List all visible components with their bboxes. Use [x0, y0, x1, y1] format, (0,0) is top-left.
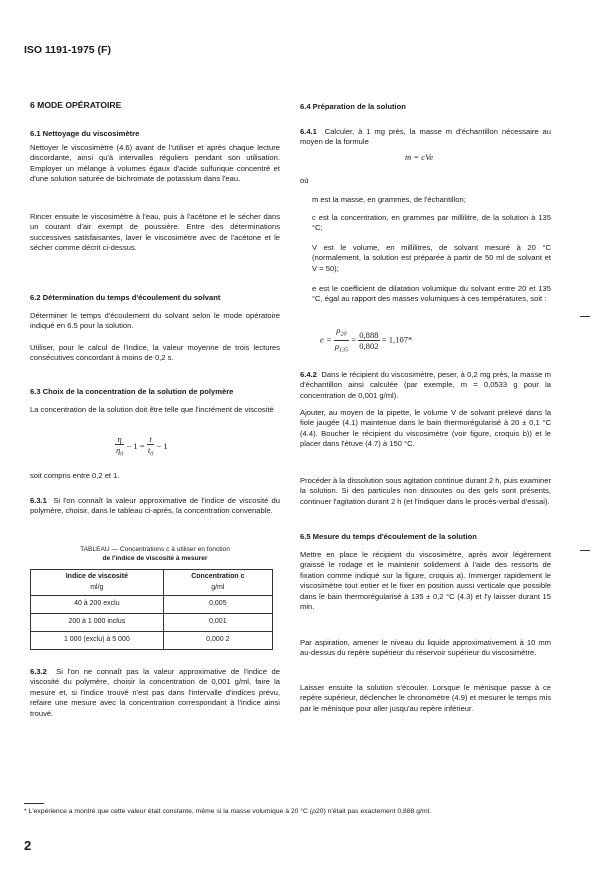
footnote: * L'expérience a montré que cette valeur était constante, même si la masse volumique à 20 °C (ρ20) n'était pas exactement 0,888 g/ml.	[24, 808, 432, 815]
eta-fraction: $\frac{\eta}{\eta_0}$	[116, 434, 124, 459]
section-6-5-para-1: Mettre en place le récipient du viscosimètre, après avoir légèrement graissé le rodage et le maintenir solidement à l'aide des ressorts de fixation comme indiqué sur la figure, croquis a). Immerger rapidement le viscosimètre tout entier et le fixer en position aussi verticale que possible dans le bain thermorégularisé à 135 ± 0,2 °C (4.3) et l'y laisser durant 15 min.	[300, 550, 551, 612]
rho-fraction: $\frac{\rho_{20}}{\rho_{135}}$	[334, 325, 349, 354]
density-ratio-equation: e = $\frac{\rho_{20}}{\rho_{135}}$ = $\frac{0,888}{0,802}$ = 1,107*	[320, 325, 412, 356]
table-header-indice: Indice de viscosité ml/g	[31, 570, 164, 596]
section-6-title: 6 MODE OPÉRATOIRE	[30, 100, 122, 110]
section-6-2-title: 6.2 Détermination du temps d'écoulement du solvant	[30, 293, 221, 302]
section-6-5-title: 6.5 Mesure du temps d'écoulement de la solution	[300, 532, 477, 541]
section-6-1-para-2: Rincer ensuite le viscosimètre à l'eau, puis à l'acétone et le sécher dans un courant d'air exempt de poussière. Entre des déterminations successives satisfaisantes, laver le viscosimètre avec de l'acétone et le sécher comme décrit ci-dessus.	[30, 212, 280, 253]
viscosity-increment-equation: $\frac{\eta}{\eta_0}$ − 1 = $\frac{t}{t_0}$ − 1	[115, 434, 168, 461]
page-number: 2	[24, 838, 32, 853]
section-6-4-2-para: 6.4.2 Dans le récipient du viscosimètre, peser, à 0,2 mg près, la masse m d'échantillon ainsi calculée (par exemple, m = 0,0533 g pour la concentration de 0,001 g/ml).	[300, 370, 551, 400]
table-header-concentration: Concentration c g/ml	[163, 570, 272, 596]
section-6-4-2-para-3: Procéder à la dissolution sous agitation continue durant 2 h, puis examiner la solution. Si des particules non dissoutes ou des gels sont présents, continuer l'agitation durant 2 h (et l'indiquer dans le procès-verbal d'essai).	[300, 476, 551, 506]
table-row: 200 à 1 000 inclus 0,001	[31, 614, 273, 632]
definition-e: e est le coefficient de dilatation volumique du solvant entre 20 et 135 °C, égal au rapport des masses volumiques à ces températures, soit :	[312, 284, 551, 304]
section-6-2-para-1: Déterminer le temps d'écoulement du solvant selon le mode opératoire indiqué en 6.5 pour la solution.	[30, 311, 280, 331]
definition-c: c est la concentration, en grammes par millilitre, de la solution à 135 °C;	[312, 213, 551, 233]
section-6-4-2-para-2: Ajouter, au moyen de la pipette, le volume V de solvant prélevé dans la fiole jaugée (4.1) maintenue dans le bain thermorégularisé à 20 ± 0,1 °C (4.4). Boucher le récipient du viscosimètre (voir figure, croquis b)) et le placer dans l'étuve (4.7) à 150 °C.	[300, 408, 551, 449]
section-6-4-title: 6.4 Préparation de la solution	[300, 102, 406, 111]
mass-formula: m = cVe	[405, 152, 434, 162]
section-6-5-para-3: Laisser ensuite la solution s'écouler. Lorsque le ménisque passe à ce repère supérieur, déclencher le chronomètre (4.9) et mesurer le temps mis par le ménisque pour aller jusqu'au repère inférieur.	[300, 683, 551, 713]
t-fraction: $\frac{t}{t_0}$	[147, 434, 154, 459]
table-row: 1 000 (exclu) à 5 000 0,000 2	[31, 632, 273, 650]
section-6-1-para-1: Nettoyer le viscosimètre (4.6) avant de l'utiliser et après chaque lecture discordante, ainsi qu'à intervalles réguliers pendant son utilisation. Employer un mélange à volumes égaux d'acide sulfurique concentré et d'une solution saturée de bichromate de potassium dans l'eau.	[30, 143, 280, 184]
section-6-5-para-2: Par aspiration, amener le niveau du liquide approximativement à 10 mm au-dessus du repère supérieur du réservoir supérieur du viscosimètre.	[300, 638, 551, 658]
concentration-table	[30, 569, 273, 650]
section-6-3-para-1: La concentration de la solution doit être telle que l'incrément de viscosité	[30, 405, 274, 414]
section-6-4-1-para: 6.4.1 Calculer, à 1 mg près, la masse m d'échantillon nécessaire au moyen de la formule	[300, 127, 551, 147]
definition-V: V est le volume, en millilitres, de solvant mesuré à 20 °C (normalement, la solution est préparée à partir de 50 ml de solvant et V = 50);	[312, 243, 551, 273]
section-6-3-para-2: soit compris entre 0,2 et 1.	[30, 471, 120, 480]
section-6-3-2-para: 6.3.2 Si l'on ne connaît pas la valeur approximative de l'indice de viscosité du polymère, choisir la concentration de 0,001 g/ml, faire la mesure et, si l'indice trouvé n'est pas dans l'intervalle d'indices prévu, refaire une mesure avec la concentration correspondant à l'indice ainsi trouvé.	[30, 667, 280, 718]
definition-m: m est la masse, en grammes, de l'échantillon;	[312, 195, 466, 204]
section-6-3-title: 6.3 Choix de la concentration de la solution de polymère	[30, 387, 234, 396]
section-6-2-para-2: Utiliser, pour le calcul de l'indice, la valeur moyenne de trois lectures consécutives concordant à moins de 0,2 s.	[30, 343, 280, 363]
table-caption: TABLEAU — Concentrations c à utiliser en fonction de l'indice de viscosité à mesurer	[80, 546, 230, 562]
footnote-rule	[24, 803, 44, 804]
section-6-3-1-para: 6.3.1 Si l'on connaît la valeur approximative de l'indice de viscosité du polymère, choisir, dans le tableau ci-après, la concentration convenable.	[30, 496, 280, 516]
section-6-1-title: 6.1 Nettoyage du viscosimètre	[30, 129, 140, 138]
document-header: ISO 1191-1975 (F)	[24, 44, 111, 56]
margin-mark	[580, 316, 590, 317]
margin-mark	[580, 550, 590, 551]
table-row: 40 à 200 exclu 0,005	[31, 596, 273, 614]
ou-label: où	[300, 176, 309, 185]
value-fraction: $\frac{0,888}{0,802}$	[359, 329, 379, 352]
